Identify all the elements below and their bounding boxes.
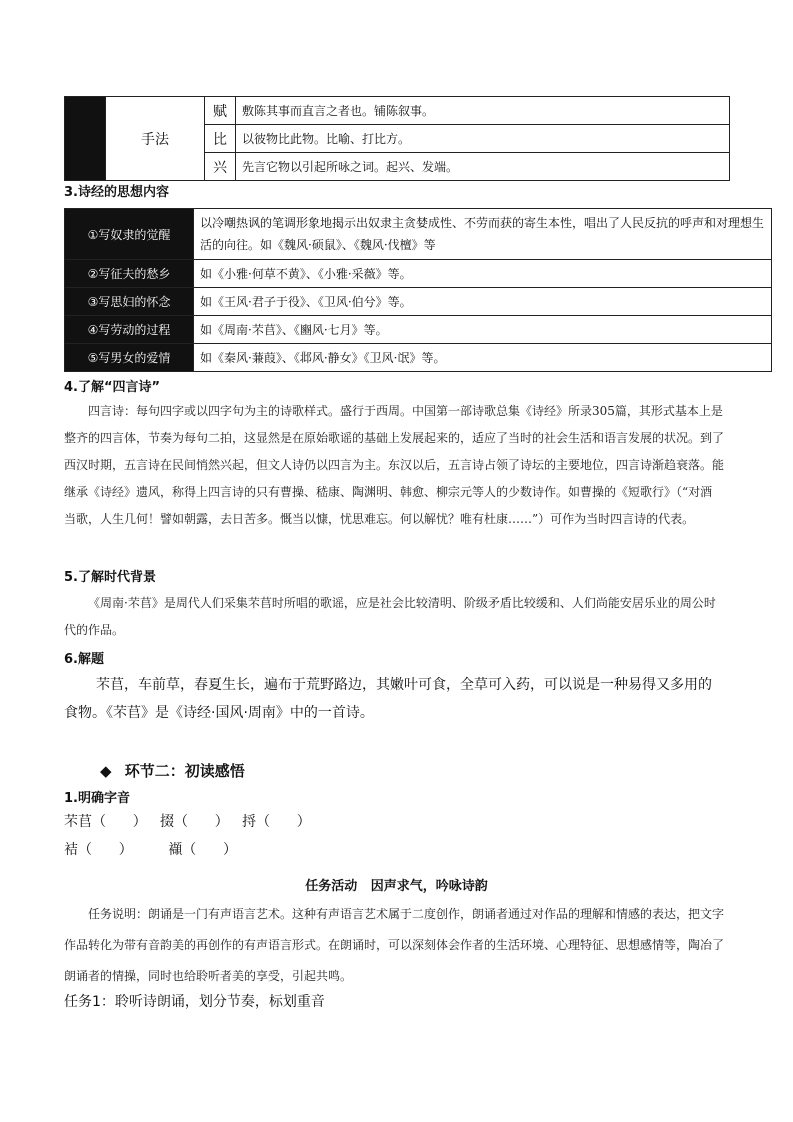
- content-label: ①写奴隶的觉醒: [65, 209, 194, 260]
- content-text: 如《秦风·蒹葭》、《邶风·静女》《卫风·氓》等。: [194, 344, 772, 372]
- section6-title: 6.解题: [64, 652, 104, 667]
- content-label: ④写劳动的过程: [65, 316, 194, 344]
- section4-title: 4.了解“四言诗”: [64, 380, 161, 395]
- content-label: ②写征夫的愁乡: [65, 260, 194, 288]
- section4-body: 四言诗：每句四字或以四字句为主的诗歌样式。盛行于西周。中国第一部诗歌总集《诗经》所录305篇，其形式基本上是整齐的四言体，节奏为每句二拍，这显然是在原始歌谣的基础上发展起来的，适应了当时的社会生活和语言发展的状况。到了西汉时期，五言诗在民间悄然兴起，但文人诗仍以四言为主。东汉以后，五言诗占领了诗坛的主要地位，四言诗渐趋衰落。能继承《诗经》遗风，称得上四言诗的只有曹操、嵇康、陶渊明、韩愈、柳宗元等人的少数诗作。如曹操的《短歌行》（“对酒当歌，人生几何！譬如朝露，去日苦多。慨当以慷，忧思难忘。何以解忧？唯有杜康……”）可作为当时四言诗的代表。: [64, 404, 725, 526]
- table-black-cell: [65, 97, 106, 181]
- section3-title: 3.诗经的思想内容: [64, 185, 169, 200]
- content-text: 如《周南·芣苢》、《豳风·七月》等。: [194, 316, 772, 344]
- section5-title: 5.了解时代背景: [64, 570, 156, 585]
- diamond-bullet-icon: ◆: [100, 762, 112, 780]
- content-label: ⑤写男女的爱情: [65, 344, 194, 372]
- technique-label: 手法: [106, 97, 205, 181]
- content-label: ③写思妇的怀念: [65, 288, 194, 316]
- technique-char: 兴: [205, 153, 236, 181]
- technique-char: 赋: [205, 97, 236, 125]
- technique-desc: 先言它物以引起所咏之词。起兴、发端。: [236, 153, 730, 181]
- section6-body: 芣苢，车前草，春夏生长，遍布于荒野路边，其嫩叶可食，全草可入药，可以说是一种易得又多用的食物。《芣苢》是《诗经·国风·周南》中的一首诗。: [64, 677, 712, 721]
- section1-title: 1.明确字音: [64, 791, 130, 806]
- task1-text: 任务1：聆听诗朗诵，划分节奏，标划重音: [64, 994, 325, 1010]
- technique-desc: 以彼物比此物。比喻、打比方。: [236, 125, 730, 153]
- section5-body: 《周南·芣苢》是周代人们采集芣苢时所唱的歌谣，应是社会比较清明、阶级矛盾比较缓和、人们尚能安居乐业的周公时代的作品。: [64, 596, 716, 637]
- content-text: 以冷嘲热讽的笔调形象地揭示出奴隶主贪婪成性、不劳而获的寄生本性，唱出了人民反抗的呼声和对理想生活的向往。如《魏风·硕鼠》、《魏风·伐檀》等: [194, 209, 772, 260]
- content-text: 如《小雅·何草不黄》、《小雅·采薇》等。: [194, 260, 772, 288]
- task-description: 任务说明：朗诵是一门有声语言艺术。这种有声语言艺术属于二度创作，朗诵者通过对作品的理解和情感的表达，把文字作品转化为带有音韵美的再创作的有声语言形式。在朗诵时，可以深刻体会作者的生活环境、心理特征、思想感情等，陶冶了朗诵者的情操，同时也给聆听者美的享受，引起共鸣。: [64, 907, 725, 983]
- technique-table: [64, 96, 730, 181]
- pronunciation-line-2: 袺（ ） 襭（ ）: [64, 842, 238, 858]
- technique-char: 比: [205, 125, 236, 153]
- content-table: [64, 208, 772, 372]
- content-text: 如《王风·君子于役》、《卫风·伯兮》等。: [194, 288, 772, 316]
- technique-desc: 敷陈其事而直言之者也。铺陈叙事。: [236, 97, 730, 125]
- part2-title: 环节二：初读感悟: [124, 762, 245, 780]
- task-title: 任务活动 因声求气，吟咏诗韵: [305, 879, 488, 894]
- pronunciation-line-1: 芣苢（ ） 掇（ ） 捋（ ）: [64, 814, 311, 830]
- part2-heading: [100, 760, 245, 781]
